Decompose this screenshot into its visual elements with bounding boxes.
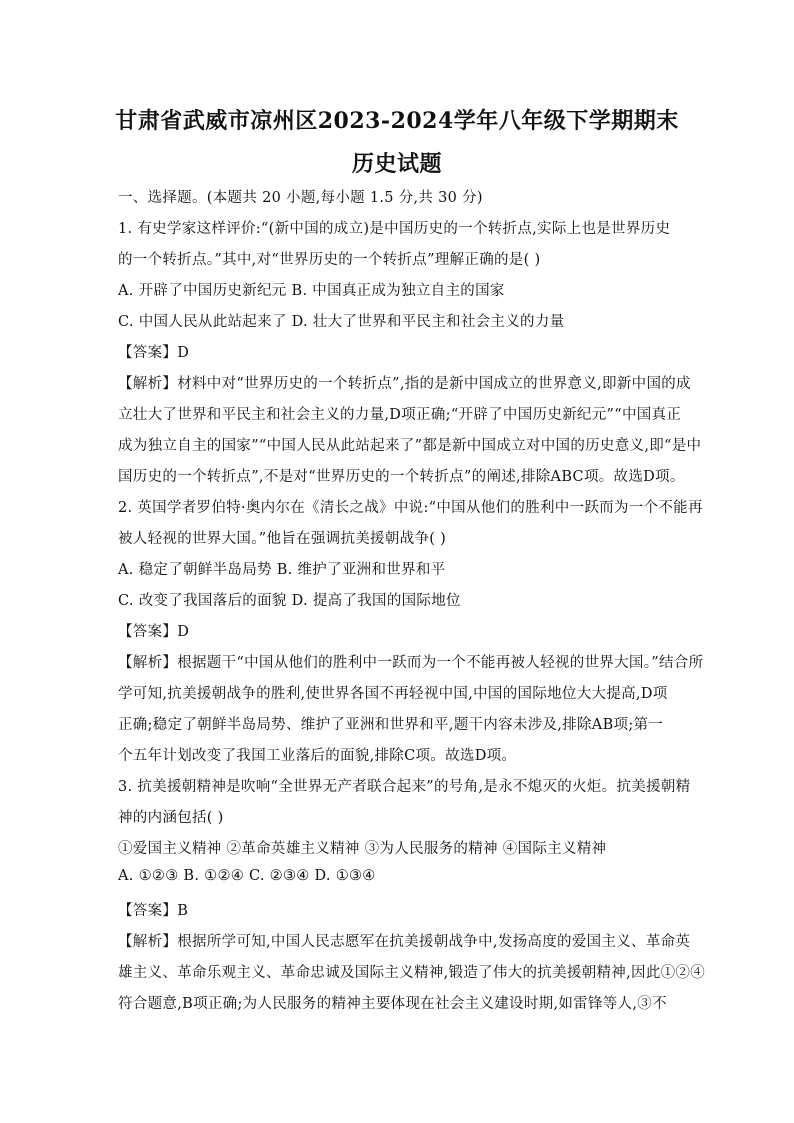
text-line: 的一个转折点。”其中,对“世界历史的一个转折点”理解正确的是( ) bbox=[118, 252, 541, 268]
text-line: 【解析】根据题干“中国从他们的胜利中一跃而为一个不能再被人轻视的世界大国。”结合所 bbox=[118, 655, 704, 671]
text-line: ①爱国主义精神 ②革命英雄主义精神 ③为人民服务的精神 ④国际主义精神 bbox=[118, 841, 607, 857]
text-line: 【答案】D bbox=[118, 624, 190, 640]
text-line: 2. 英国学者罗伯特·奥内尔在《清长之战》中说:“中国从他们的胜利中一跃而为一个不能再 bbox=[118, 500, 703, 516]
text-line: A. 开辟了中国历史新纪元 B. 中国真正成为独立自主的国家 bbox=[118, 283, 505, 299]
text-line: 神的内涵包括( ) bbox=[118, 810, 224, 826]
text-line: 符合题意,B项正确;为人民服务的精神主要体现在社会主义建设时期,如雷锋等人,③不 bbox=[118, 996, 667, 1012]
document-title: 甘肃省武威市凉州区2023-2024学年八年级下学期期末 bbox=[115, 108, 679, 134]
text-line: 【解析】材料中对“世界历史的一个转折点”,指的是新中国成立的世界意义,即新中国的成 bbox=[118, 376, 691, 392]
text-line: A. 稳定了朝鲜半岛局势 B. 维护了亚洲和世界和平 bbox=[118, 562, 446, 578]
text-line: 立壮大了世界和平民主和社会主义的力量,D项正确;“开辟了中国历史新纪元”“中国真正 bbox=[118, 407, 682, 423]
text-line: 【答案】D bbox=[118, 345, 190, 361]
text-line: 【答案】B bbox=[118, 903, 189, 919]
text-line: 【解析】根据所学可知,中国人民志愿军在抗美援朝战争中,发扬高度的爱国主义、革命英 bbox=[118, 934, 691, 950]
text-line: C. 改变了我国落后的面貌 D. 提高了我国的国际地位 bbox=[118, 593, 461, 609]
text-line: 学可知,抗美援朝战争的胜利,使世界各国不再轻视中国,中国的国际地位大大提高,D项 bbox=[118, 686, 668, 702]
text-line: 个五年计划改变了我国工业落后的面貌,排除C项。故选D项。 bbox=[118, 748, 517, 764]
text-line: 3. 抗美援朝精神是吹响“全世界无产者联合起来”的号角,是永不熄灭的火炬。抗美援朝精 bbox=[118, 779, 691, 795]
text-line: 1. 有史学家这样评价:“(新中国的成立)是中国历史的一个转折点,实际上也是世界历史 bbox=[118, 221, 671, 237]
text-line: 正确;稳定了朝鲜半岛局势、维护了亚洲和世界和平,题干内容未涉及,排除AB项;第一 bbox=[118, 717, 664, 733]
text-line: C. 中国人民从此站起来了 D. 壮大了世界和平民主和社会主义的力量 bbox=[118, 314, 565, 330]
document-subtitle: 历史试题 bbox=[351, 151, 442, 177]
text-line: 成为独立自主的国家”“中国人民从此站起来了”都是新中国成立对中国的历史意义,即“是中 bbox=[118, 438, 702, 454]
text-line: 雄主义、革命乐观主义、革命忠诚及国际主义精神,锻造了伟大的抗美援朝精神,因此①②④ bbox=[118, 965, 706, 981]
text-line: 被人轻视的世界大国。”他旨在强调抗美援朝战争( ) bbox=[118, 531, 447, 547]
text-line: 国历史的一个转折点”,不是对“世界历史的一个转折点”的阐述,排除ABC项。故选D项。 bbox=[118, 469, 685, 485]
text-line: A. ①②③ B. ①②④ C. ②③④ D. ①③④ bbox=[118, 868, 376, 884]
section-heading: 一、选择题。(本题共 20 小题,每小题 1.5 分,共 30 分) bbox=[118, 190, 483, 206]
